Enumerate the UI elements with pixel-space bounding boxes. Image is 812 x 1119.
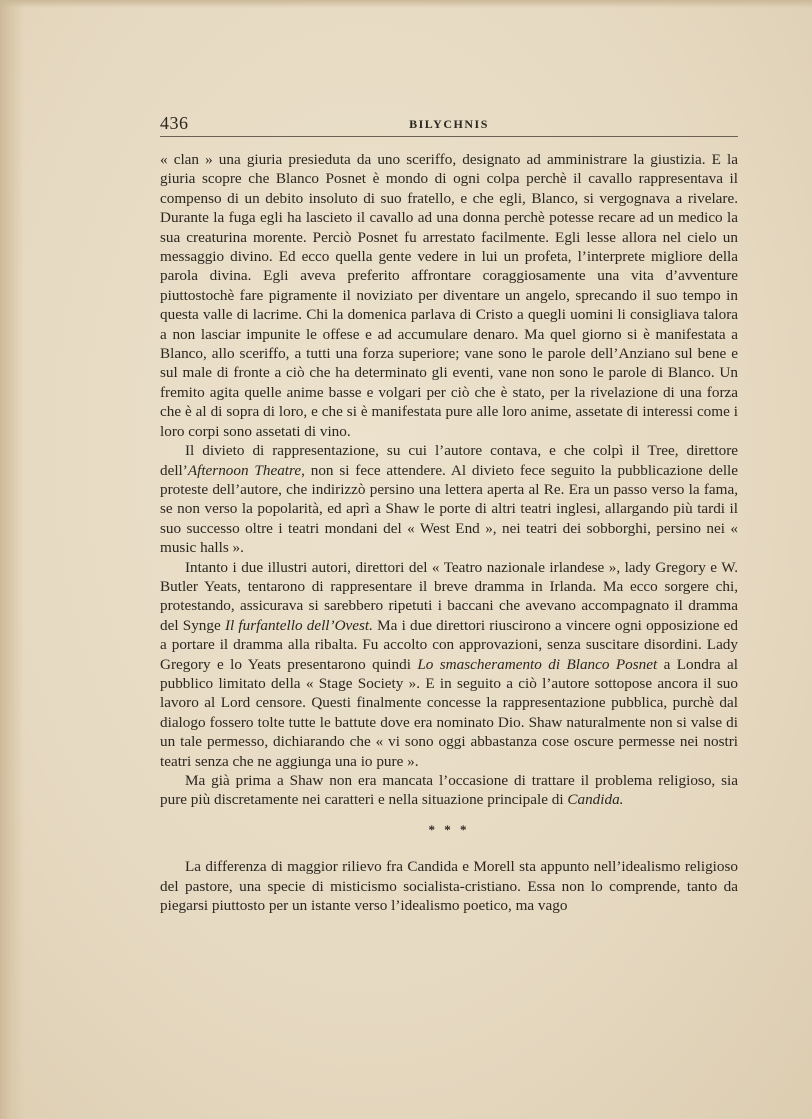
text-segment: Intanto i due illustri autori, direttori del « Teatro nazionale irlandese », lady Gregory e W. Butler Yeats, tentarono di rappresentare il breve dramma in Irlanda. Ma ecco sorgere chi, protestando, assicurava si sarebbero ripetuti i baccani che avevano accompagnato il dramma del Synge xyxy=(160,558,738,634)
paragraph xyxy=(160,771,738,810)
italic-title: Il furfantello dell’Ovest. xyxy=(224,616,373,634)
paragraph xyxy=(160,558,738,771)
paragraph-list xyxy=(160,150,738,810)
page-number: 436 xyxy=(160,113,189,133)
paragraph xyxy=(160,150,738,441)
italic-title: Afternoon Theatre xyxy=(187,461,302,479)
page-left-edge xyxy=(0,0,24,1119)
text-segment: La differenza di maggior rilievo fra Candida e Morell sta appunto nell’idealismo religioso del pastore, una specie di misticismo socialista-cristiano. Essa non lo comprende, tanto da piegarsi piuttosto per un istante verso l’idealismo poetico, ma vago xyxy=(160,858,738,915)
section-separator: * * * xyxy=(428,821,470,837)
page-header xyxy=(160,113,738,137)
text-segment: Il divieto di rappresentazione, su cui l’autore contava, e che colpì il Tree, direttore dell’ xyxy=(160,442,738,479)
body-text xyxy=(160,150,738,915)
header-rule xyxy=(160,136,738,137)
closing-paragraph xyxy=(160,857,738,915)
running-title: BILYCHNIS xyxy=(409,117,489,131)
italic-title: Candida. xyxy=(567,791,624,809)
text-segment: Ma già prima a Shaw non era mancata l’occasione di trattare il problema religioso, sia pure più discretamente nei caratteri e nella situazione principale di xyxy=(160,772,738,809)
closing-paragraph-container xyxy=(160,857,738,915)
separator-spacer xyxy=(160,849,738,857)
text-segment: « clan » una giuria presieduta da uno sceriffo, designato ad amministrare la giustizia. E la giuria scopre che Blanco Posnet è mondo di ogni colpa perchè il cavallo rappresentava il compenso di un debito insoluto di suo fratello, e che egli, Blanco, si vergognava a rivelare. Durante la fuga egli ha lascieto il cavallo ad una donna perchè potesse recare ad un medico la sua creaturina morente. Perciò Posnet fu arrestato facilmente. Egli lesse allora nel cielo un messaggio divino. Ed ecco quella gente vedere in lui un profeta, l’interprete migliore della parola divina. Egli aveva preferito affrontare coraggiosamente una vita d’avventure piuttostochè fare pigramente il noviziato per diventare un angelo, sprecando il suo tempo in questa valle di lacrime. Chi la domenica parlava di Cristo a quegli uomini li consigliava talora a non lasciar impunite le offese e ad accumulare denaro. Ma quel giorno si è manifestata a Blanco, allo sceriffo, a tutti una forza superiore; vane sono le parole dell’Anziano sul bene e sul male di fronte a ciò che ha determinato gli eventi, vane non sono le parole di Blanco. Un fremito agita quelle anime basse e volgari per ciò che è stato, per la rivelazione di una forza che è al di sopra di loro, e che si è manifestata pure alle loro anime, assetate di interessi come i loro corpi sono assetati di vino. xyxy=(160,151,738,440)
text-segment: , non si fece attendere. Al divieto fece seguito la pubblicazione delle proteste dell’autore, che indirizzò persino una lettera aperta al Re. Era un passo verso la fama, se non verso la popolarità, ed aprì a Shaw le porte di altri teatri inglesi, allargando più tardi il suo successo oltre i teatri mondani del « West End », nei teatri dei sobborghi, persino nei « music halls ». xyxy=(160,461,738,557)
page-top-edge xyxy=(0,0,812,8)
text-segment: Ma i due direttori riuscirono a vincere ogni opposizione ed a portare il dramma alla ribalta. Fu accolto con approvazioni, senza suscitare disordini. Lady Gregory e lo Yeats presentarono quindi xyxy=(160,616,739,673)
paragraph xyxy=(160,441,738,557)
italic-title: Lo smascheramento di Blanco Posnet xyxy=(417,655,658,673)
text-segment: a Londra al pubblico limitato della « Stage Society ». E in seguito a ciò l’autore sottopose ancora il suo lavoro al Lord censore. Questi finalmente concesse la rappresentazione pubblica, purchè dal dialogo fossero tolte tutte le battute dove era nominato Dio. Shaw naturalmente non si valse di un tale permesso, dichiarando che « vi sono oggi abbastanza cose oscure permesse nei nostri teatri senza che ne aggiunga una io pure ». xyxy=(160,655,739,770)
